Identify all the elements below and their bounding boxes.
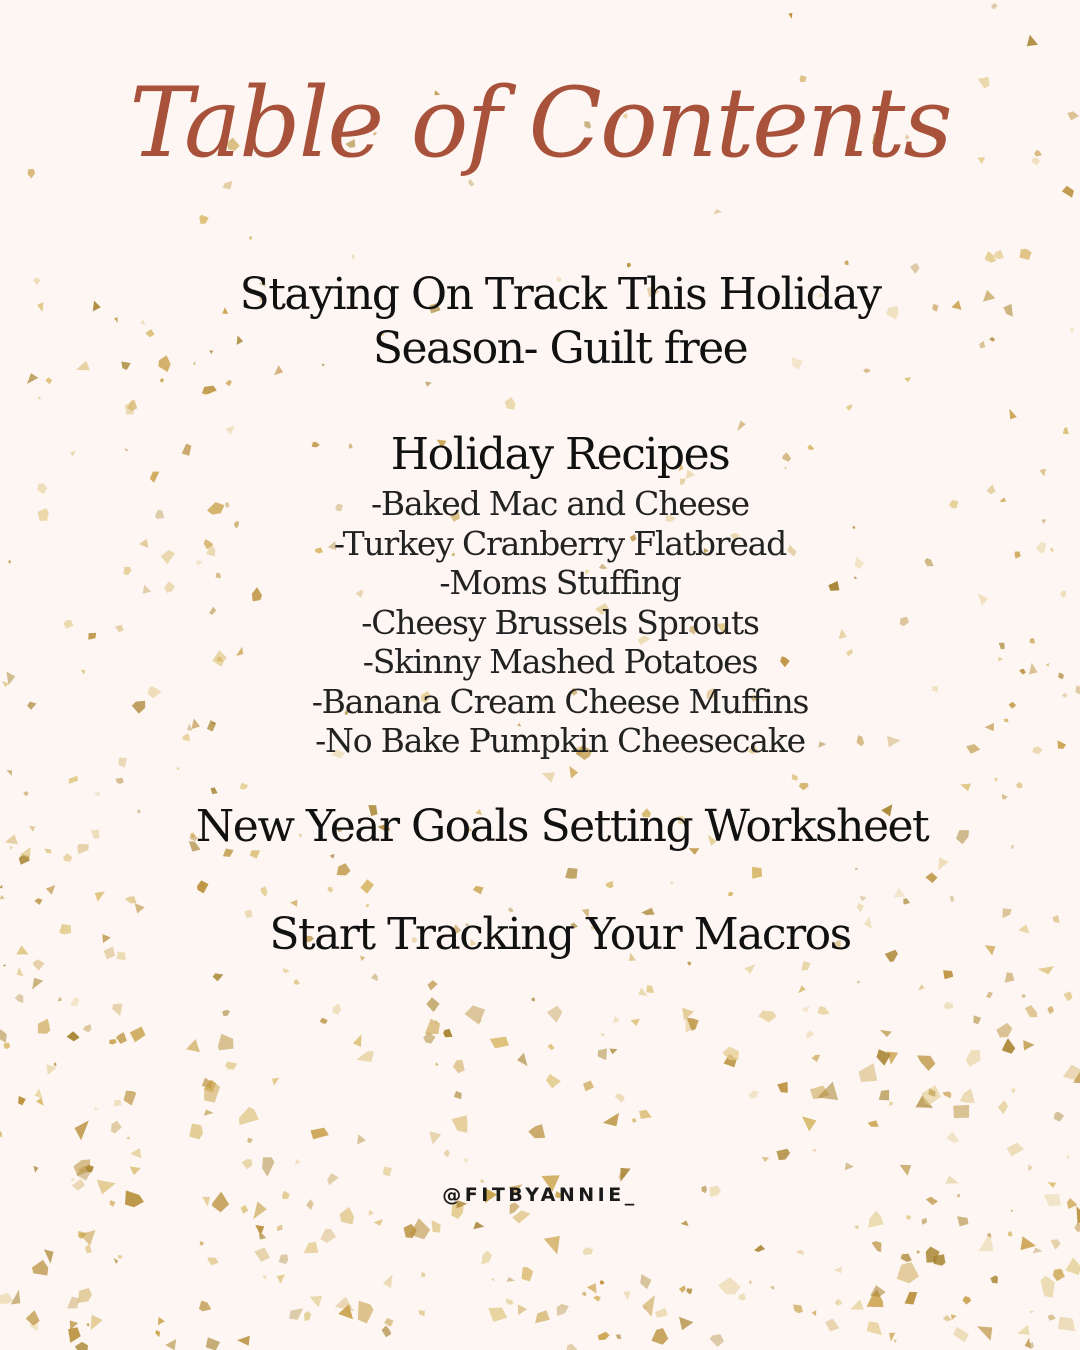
toc-entry-macros: Start Tracking Your Macros — [269, 909, 851, 960]
toc-entry-goals-worksheet: New Year Goals Setting Worksheet — [195, 801, 929, 852]
page-title: Table of Contents — [129, 67, 951, 179]
toc-entry-holiday-season — [20, 268, 1080, 376]
social-handle — [0, 1184, 1080, 1206]
recipe-item: -No Bake Pumpkin Cheesecake — [315, 721, 805, 760]
recipe-item: -Turkey Cranberry Flatbread — [333, 523, 787, 563]
recipe-item: -Cheesy Brussels Sprouts — [361, 602, 759, 642]
recipe-item: -Banana Cream Cheese Muffins — [311, 681, 809, 721]
toc-entry-line: Staying On Track This Holiday — [239, 269, 881, 320]
recipe-list — [20, 484, 1080, 761]
recipe-item: -Moms Stuffing — [439, 563, 681, 602]
section-heading-holiday-recipes: Holiday Recipes — [390, 429, 730, 480]
recipe-item: -Skinny Mashed Potatoes — [362, 642, 758, 681]
recipe-item: -Baked Mac and Cheese — [370, 484, 750, 523]
toc-entry-line: Season- Guilt free — [372, 323, 748, 374]
social-handle-text: @FITBYANNIE_ — [442, 1184, 638, 1206]
